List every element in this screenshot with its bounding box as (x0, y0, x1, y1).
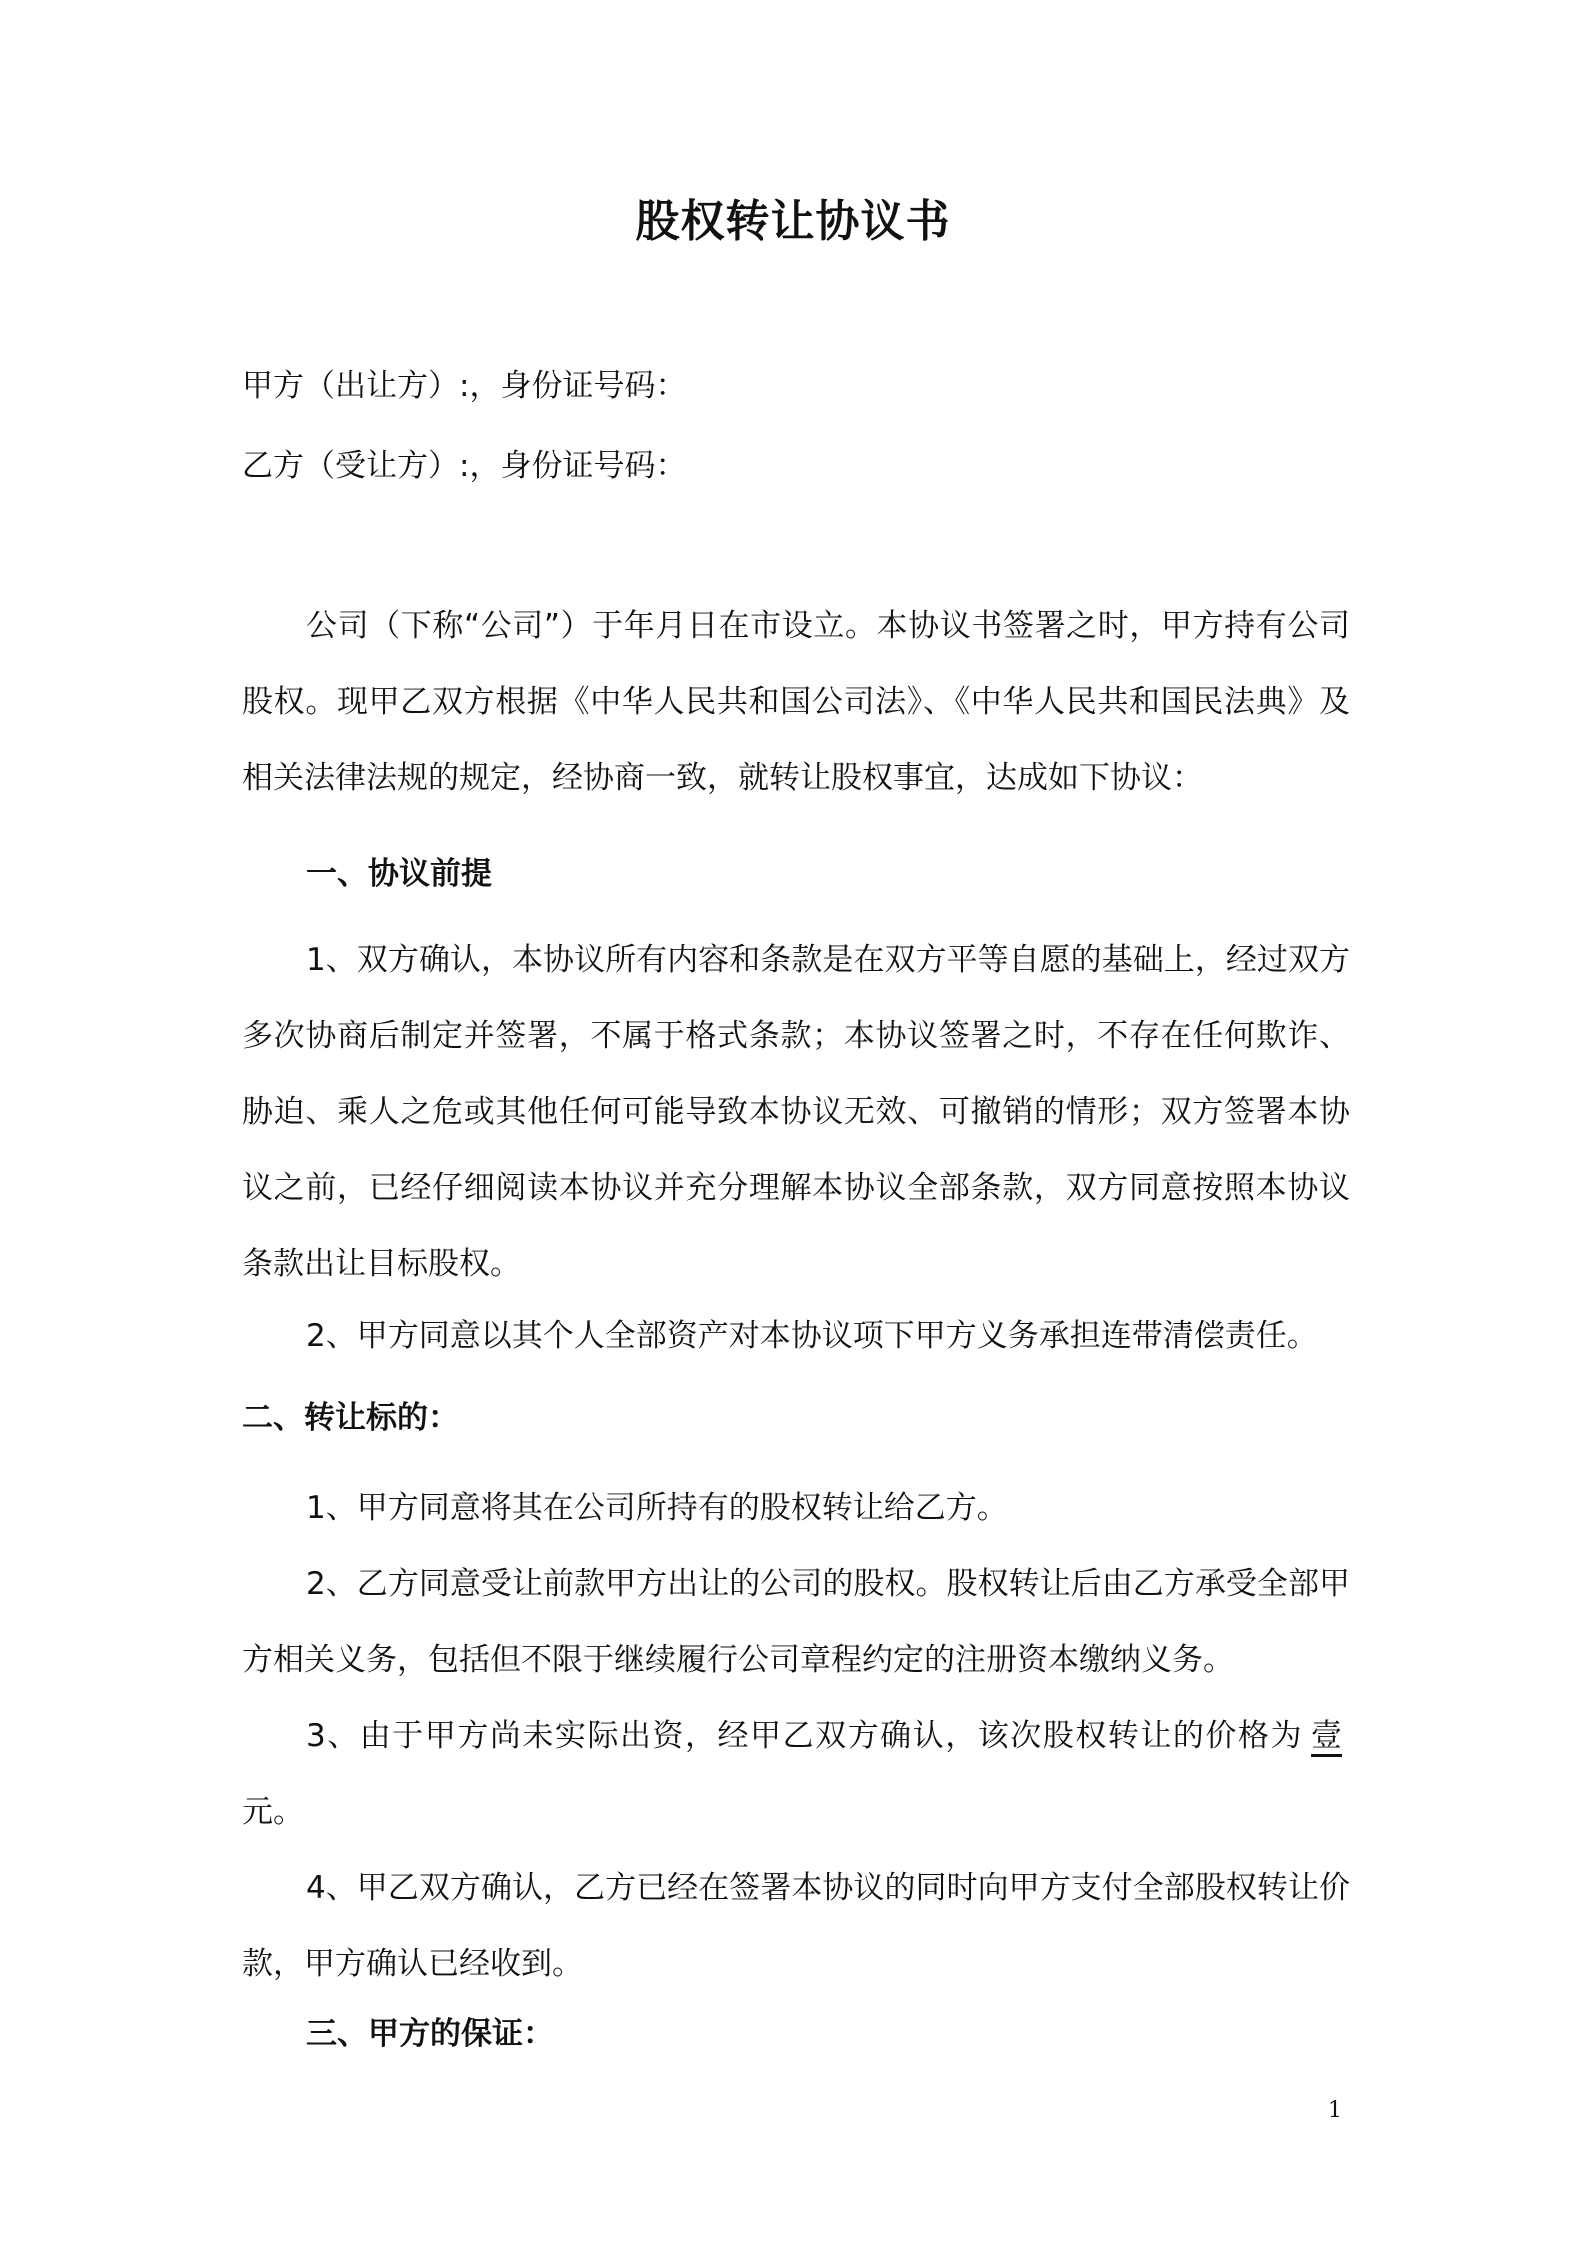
price-unit: 元。 (242, 1794, 304, 1830)
party-a-line: 甲方（出让方）:，身份证号码： (242, 368, 687, 404)
section1-item2: 2、甲方同意以其个人全部资产对本协议项下甲方义务承担连带清偿责任。 (306, 1318, 1318, 1354)
preamble-paragraph: 公司（下称“公司”）于年月日在市设立。本协议书签署之时，甲方持有公司股权。现甲乙双方根据《中华人民共和国公司法》、《中华人民共和国民法典》及相关法律法规的规定，经协商一致，就转让股权事宜，达成如下协议： (242, 608, 1350, 796)
section2-heading: 二、转让标的： (242, 1400, 459, 1436)
section3-heading: 三、甲方的保证： (306, 2016, 554, 2052)
document-title: 股权转让协议书 (635, 196, 951, 247)
section2-item3-text: 3、由于甲方尚未实际出资，经甲乙双方确认，该次股权转让的价格为 (306, 1718, 1303, 1754)
section2-item3 (242, 1698, 1350, 1850)
party-b-line: 乙方（受让方）:，身份证号码： (242, 448, 687, 484)
section2-item1: 1、甲方同意将其在公司所持有的股权转让给乙方。 (306, 1490, 1008, 1526)
page-number: 1 (1328, 2098, 1342, 2123)
section1-item1: 1、双方确认，本协议所有内容和条款是在双方平等自愿的基础上，经过双方多次协商后制定并签署，不属于格式条款；本协议签署之时，不存在任何欺诈、胁迫、乘人之危或其他任何可能导致本协议无效、可撤销的情形；双方签署本协议之前，已经仔细阅读本协议并充分理解本协议全部条款，双方同意按照本协议条款出让目标股权。 (242, 942, 1350, 1282)
price-amount: 壹 (1311, 1718, 1342, 1754)
section2-item4: 4、甲乙双方确认，乙方已经在签署本协议的同时向甲方支付全部股权转让价款，甲方确认已经收到。 (242, 1870, 1350, 1982)
section2-item2: 2、乙方同意受让前款甲方出让的公司的股权。股权转让后由乙方承受全部甲方相关义务，包括但不限于继续履行公司章程约定的注册资本缴纳义务。 (242, 1566, 1350, 1678)
section1-heading: 一、协议前提 (306, 856, 492, 892)
